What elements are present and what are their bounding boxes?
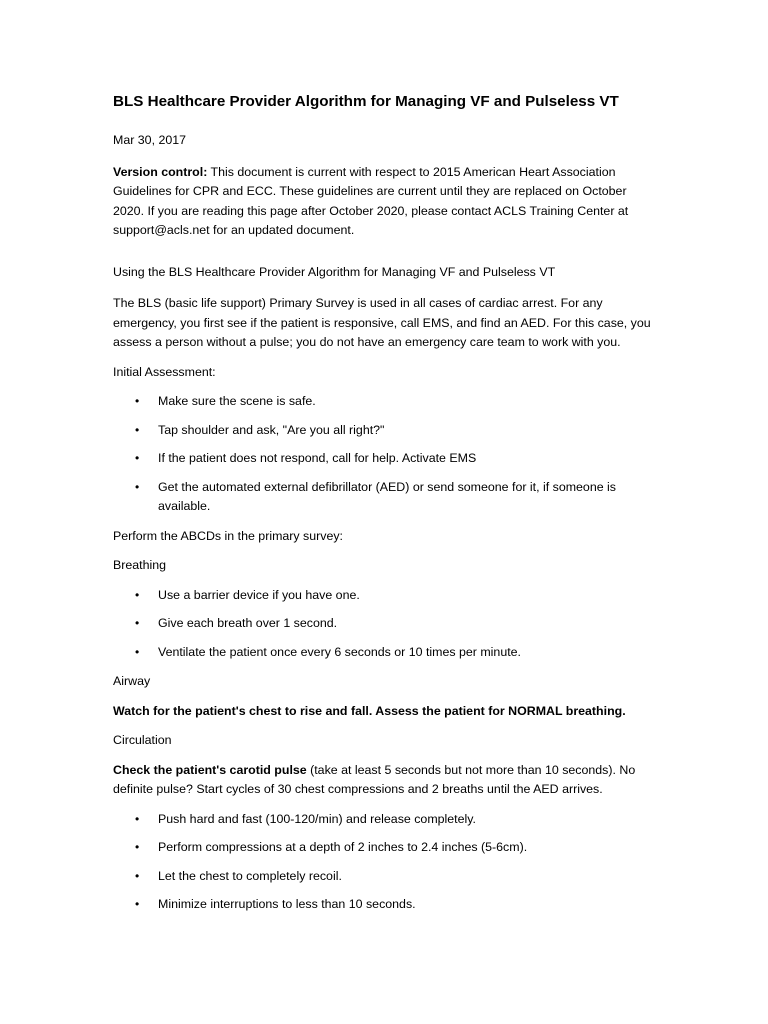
circulation-paragraph [113, 761, 658, 800]
list-item [113, 867, 658, 887]
list-item [113, 586, 658, 606]
bullet-icon: • [135, 422, 140, 437]
list-item-text: Get the automated external defibrillator (AED) or send someone for it, if someone is available. [158, 479, 616, 513]
using-heading: Using the BLS Healthcare Provider Algorithm for Managing VF and Pulseless VT [113, 264, 556, 279]
initial-assessment-list [113, 392, 658, 517]
bullet-icon: • [135, 451, 140, 465]
bullet-icon: • [135, 840, 140, 854]
version-control-text: This document is current with respect to 2015 American Heart Association Guidelines for CPR and ECC. These guidelines are current until they are replaced on October 2020. If you are reading this page after October 2020, please contact ACLS Training Center at support@acls.net for an updated document. [113, 164, 629, 237]
list-item-text: Push hard and fast (100-120/min) and release completely. [158, 811, 476, 826]
intro-paragraph: The BLS (basic life support) Primary Survey is used in all cases of cardiac arrest. For any emergency, you first see if the patient is responsive, call EMS, and find an AED. For this case, you assess a person without a pulse; you do not have an emergency care team to work with you. [113, 296, 651, 349]
document-title: BLS Healthcare Provider Algorithm for Managing VF and Pulseless VT [113, 93, 619, 110]
list-item-text: Use a barrier device if you have one. [158, 587, 360, 602]
circulation-lead: Check the patient's carotid pulse [113, 762, 307, 777]
list-item [113, 392, 658, 412]
bullet-icon: • [135, 587, 140, 602]
document-date: Mar 30, 2017 [113, 133, 187, 147]
bullet-icon: • [135, 868, 140, 883]
version-control-label: Version control: [113, 164, 208, 179]
initial-assessment-heading: Initial Assessment: [113, 364, 216, 379]
bullet-icon: • [135, 394, 140, 408]
list-item-text: Give each breath over 1 second. [158, 616, 338, 630]
list-item [113, 449, 658, 469]
circulation-text: (take at least 5 seconds but not more than 10 seconds). No definite pulse? Start cycles of 30 chest compressions and 2 breaths until the AED arrives. [113, 762, 636, 796]
list-item-text: Ventilate the patient once every 6 seconds or 10 times per minute. [158, 644, 521, 659]
abcd-heading: Perform the ABCDs in the primary survey: [113, 528, 343, 543]
bullet-icon: • [135, 811, 140, 826]
list-item-text: If the patient does not respond, call for help. Activate EMS [158, 451, 477, 465]
circulation-heading: Circulation [113, 733, 172, 747]
list-item [113, 478, 658, 517]
list-item [113, 421, 658, 441]
breathing-list [113, 586, 658, 663]
list-item [113, 643, 658, 663]
airway-text: Watch for the patient's chest to rise and fall. Assess the patient for NORMAL breathing. [113, 703, 626, 718]
list-item-text: Let the chest to completely recoil. [158, 868, 342, 883]
bullet-icon: • [135, 479, 140, 494]
bullet-icon: • [135, 616, 140, 630]
bullet-icon: • [135, 897, 140, 911]
list-item-text: Make sure the scene is safe. [158, 394, 316, 408]
version-control-paragraph [113, 163, 658, 241]
list-item-text: Perform compressions at a depth of 2 inches to 2.4 inches (5-6cm). [158, 840, 528, 854]
list-item-text: Minimize interruptions to less than 10 seconds. [158, 897, 416, 911]
list-item [113, 838, 658, 858]
list-item [113, 614, 658, 634]
bullet-icon: • [135, 644, 140, 659]
airway-heading: Airway [113, 674, 151, 688]
list-item [113, 895, 658, 915]
list-item-text: Tap shoulder and ask, "Are you all right?" [158, 422, 385, 437]
circulation-list [113, 810, 658, 915]
list-item [113, 810, 658, 830]
breathing-heading: Breathing [113, 558, 167, 572]
